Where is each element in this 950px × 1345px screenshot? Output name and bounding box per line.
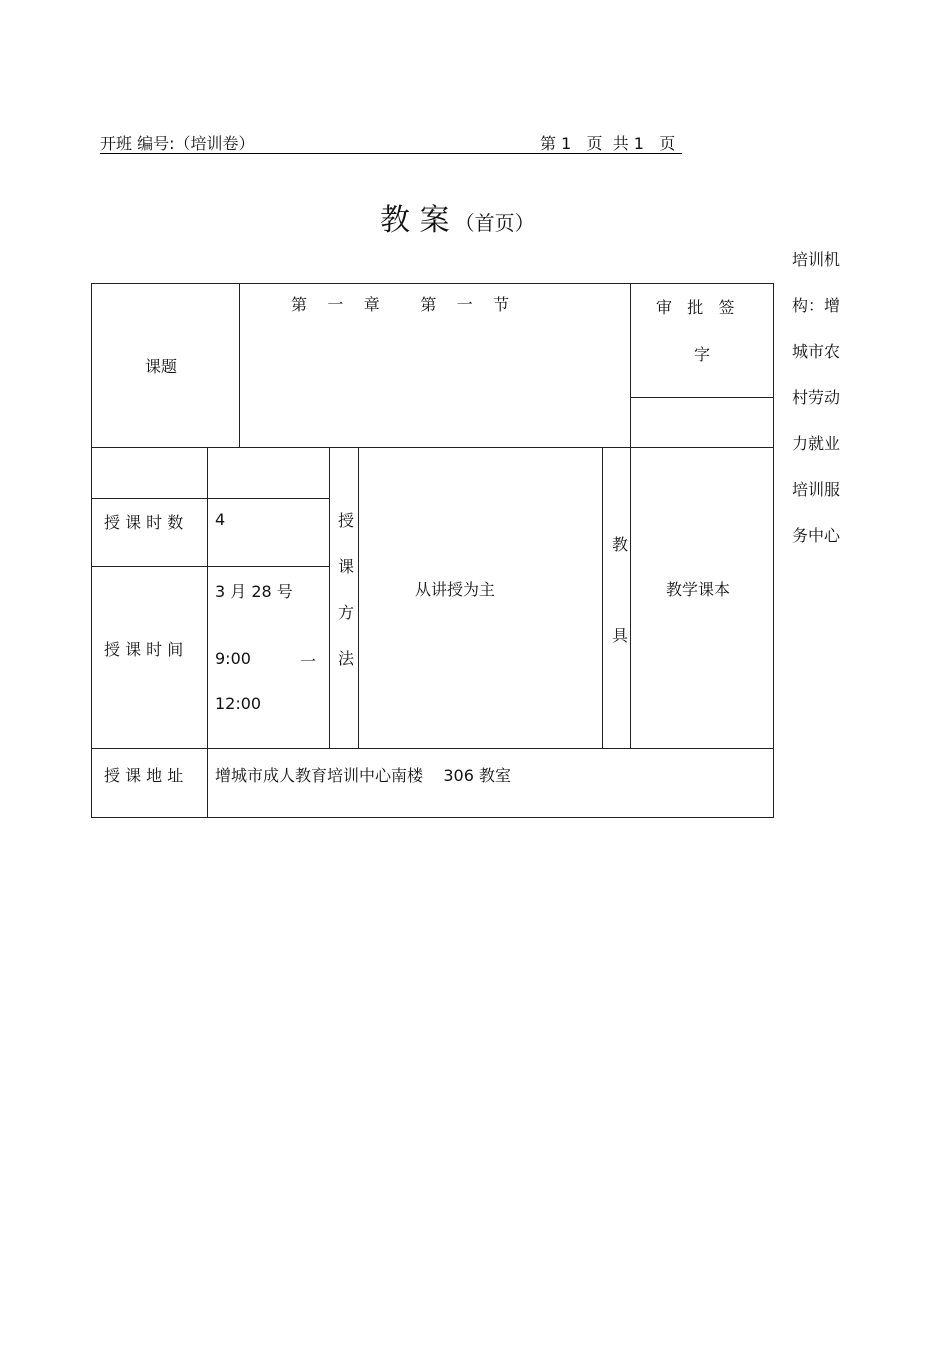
title-main: 教 案: [380, 203, 450, 238]
row-divider: [91, 748, 774, 749]
tools-label-char: 具: [611, 626, 628, 645]
org-line: 培训机: [792, 250, 841, 269]
org-line: 培训服: [792, 480, 841, 499]
tools-label-char: 教: [611, 535, 628, 554]
time-label: 授 课 时 间: [104, 640, 184, 659]
method-label-char: 课: [337, 557, 354, 576]
address-label: 授 课 地 址: [104, 766, 184, 785]
col-divider: [239, 283, 240, 447]
document-title: [380, 195, 535, 239]
table-border-right: [773, 283, 774, 817]
topic-value: 第 一 章 第 一 节: [291, 295, 510, 314]
table-border-top: [91, 283, 774, 284]
col-divider: [358, 447, 359, 748]
method-value: 从讲授为主: [415, 580, 496, 599]
method-label-char: 授: [337, 511, 354, 530]
row-divider: [91, 498, 330, 499]
time-date: 3 月 28 号: [215, 582, 293, 601]
topic-label: 课题: [145, 357, 178, 376]
org-line: 村劳动: [792, 388, 841, 407]
method-label-char: 法: [337, 649, 354, 668]
title-sub: （首页）: [454, 211, 535, 235]
org-line: 务中心: [792, 526, 841, 545]
table-border-left: [91, 283, 92, 817]
method-label-char: 方: [337, 603, 354, 622]
tools-value: 教学课本: [666, 580, 731, 599]
approval-label: 审 批 签: [656, 298, 735, 317]
row-divider: [91, 566, 330, 567]
org-line: 构：增: [792, 296, 841, 315]
approval-divider: [631, 397, 774, 398]
hours-label: 授 课 时 数: [104, 513, 184, 532]
time-start: 9:00: [215, 649, 251, 668]
table-border-bottom: [91, 817, 774, 818]
header-underline: [100, 153, 682, 154]
page-indicator: 第 1 页 共 1 页: [540, 134, 676, 153]
col-divider: [207, 447, 208, 817]
training-organization: [792, 248, 852, 570]
time-end: 12:00: [215, 694, 262, 713]
row-divider: [91, 447, 774, 448]
address-value: 增城市成人教育培训中心南楼 306 教室: [215, 766, 511, 785]
hours-value: 4: [215, 510, 226, 529]
org-line: 力就业: [792, 434, 841, 453]
col-divider: [602, 447, 603, 748]
org-line: 城市农: [792, 342, 841, 361]
approval-label-2: 字: [694, 345, 711, 364]
class-number-label: 开班 编号:（培训卷）: [100, 134, 255, 153]
col-divider: [329, 447, 330, 748]
time-dash: 一: [300, 652, 317, 671]
col-divider: [630, 283, 631, 748]
